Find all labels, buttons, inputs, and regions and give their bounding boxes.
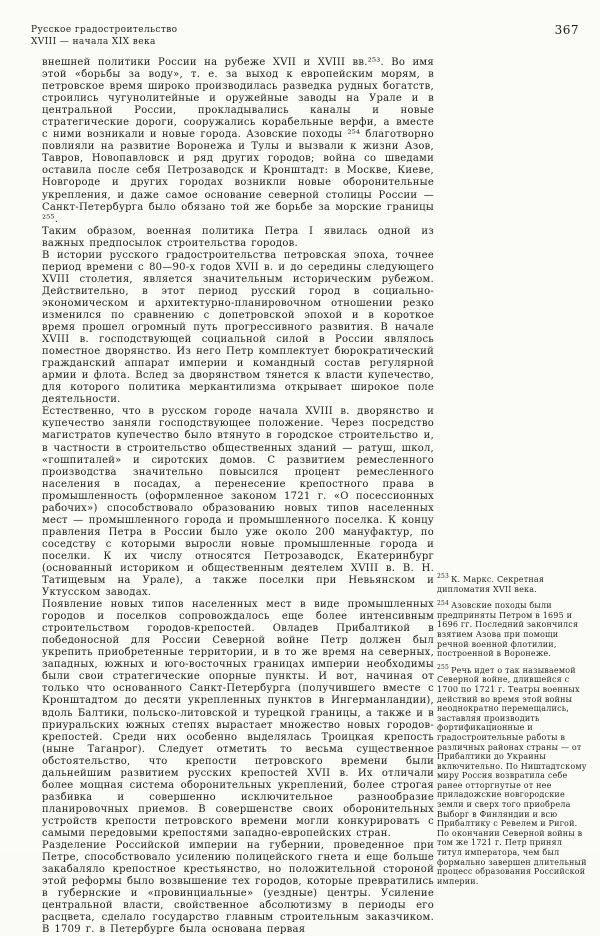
main-text-column: [42, 57, 434, 936]
body-paragraph: внешней политики России на рубеже XVII и XVIII вв.²⁵³. Во имя этой «борьбы за воду», т. е. за выход к европейским морям, в петровское время широко производилась разведка рудных богатств, строились чугунолитейные и оружейные заводы на Урале и в центральной России, прокладывались каналы и новые стратегические дороги, сооружались корабельные верфи, а вместе с ними возникали и новые города. Азовские походы ²⁵⁴ благотворно повлияли на развитие Воронежа и Тулы и вызвали к жизни Азов, Тавров, Новопавловск и ряд других городов; война со шведами оставила после себя Петрозаводск и Кронштадт: в Москве, Киеве, Новгороде и других городах возникли новые оборонительные укрепления, и даже самое основание северной столицы России — Санкт-Петербурга было обязано той же борьбе за морские границы ²⁵⁵.: [42, 57, 434, 225]
margin-notes-column: [437, 575, 589, 893]
page-number: 367: [554, 23, 579, 37]
body-paragraph: Естественно, что в русском городе начала XVIII в. дворянство и купечество заняли господствующее положение. Через посредство магистратов купечество было втянуто в городское строительство и, в частности в строительство общественных зданий — ратуш, школ, «гошпиталей» и сиротских домов. С развитием ремесленного производства значительно повысился процент ремесленного населения в посадах, а перенесение крепостного права в промышленность (оформленное законом 1721 г. «О посессионных рабочих») способствовало образованию новых типов населенных мест — промышленного города и промышленного поселка. К концу правления Петра в России было уже около 200 мануфактур, по соседству с которыми выросли новые промышленные города и поселки. К их числу относятся Петрозаводск, Екатеринбург (основанный историком и общественным деятелем XVIII в. В. Н. Татищевым на Урале), а также поселки при Невьянском и Уктусском заводах.: [42, 406, 434, 599]
body-paragraph: Таким образом, военная политика Петра I явилась одной из важных предпосылок строительства городов.: [42, 225, 434, 249]
footnote-marker: 255: [437, 664, 450, 672]
body-paragraph: Появление новых типов населенных мест в виде промышленных городов и поселков сопровождалось еще более интенсивным строительством городов-крепостей. Овладев Прибалтикой в победоносной для России Северной войне Петр должен был укрепить приобретенные территории, и в то же время на северных, западных, южных и юго-восточных границах империи необходимы были свои стратегические опорные пункты. И вот, начиная от только что основанного Санкт-Петербурга (получившего вместе с Кронштадтом до десяти укрепленных пунктов в Ингерманландии), вдоль Балтики, польско-литовской и турецкой границы, а также и в приуральских южных степях вырастает множество новых городов-крепостей. Среди них особенно выделялась Троицкая крепость (ныне Таганрог). Следует отметить то весьма существенное обстоятельство, что крепости петровского времени были дальнейшим развитием русских крепостей XVII в. Их отличали более мощная система оборонительных укреплений, более строгая разбивка и совершенно исключительное разнообразие планировочных приемов. В совершенстве своих оборонительных устройств крепости петровского времени могли конкурировать с самыми передовыми крепостями западно-европейских стран.: [42, 599, 434, 839]
footnote-253: [437, 575, 589, 594]
running-head: [31, 24, 178, 48]
footnote-254: [437, 601, 589, 659]
footnote-marker: 253: [437, 573, 450, 581]
footnote-255: [437, 666, 589, 887]
footnote-text: К. Маркс. Секретная дипломатия XVII века.: [437, 575, 545, 594]
body-paragraph: Разделение Российской империи на губернии, проведенное при Петре, способствовало усилению полицейского гнета и еще больше закабаляло крепостное крестьянство, но положительной стороной этой реформы было возвышение тех городов, которые превратились в губернские и «провинциальные» (уездные) центры. Усиление центральной власти, свойственное абсолютизму в периоды его расцвета, сделало государство главным строительным заказчиком. В 1709 г. в Петербурге была основана первая: [42, 840, 434, 936]
running-head-line2: XVIII — начала XIX века: [31, 37, 156, 47]
body-paragraph: В истории русского градостроительства петровская эпоха, точнее период времени с 80—90-х годов XVII в. и до середины следующего XVIII столетия, является значительным историческим рубежом. Действительно, в этот период русский город в социально-экономическом и архитектурно-планировочном отношении резко изменился по сравнению с допетровской эпохой и в короткое время прошел огромный путь прогрессивного развития. В начале XVIII в. господствующей социальной силой в России являлось поместное дворянство. Из него Петр комплектует бюрократический гражданский аппарат империи и командный состав регулярной армии и флота. Вслед за дворянством тянется к власти купечество, для которого политика меркантилизма открывает широкое поле деятельности.: [42, 249, 434, 406]
footnote-text: Азовские походы были предприняты Петром в 1695 и 1696 гг. Последний закончился взятием Азова при помощи речной военной флотилии, построенной в Воронеже.: [437, 601, 579, 659]
running-head-line1: Русское градостроительство: [31, 25, 178, 35]
footnote-marker: 254: [437, 599, 450, 607]
footnote-text: Речь идет о так называемой Северной войне, длившейся с 1700 по 1721 г. Театры военных действий во время этой войны неоднократно перемещались, заставляя производить фортификационные и градостроительные работы в различных районах страны — от Прибалтики до Украины включительно. По Ништадтскому миру Россия возвратила себе ранее отторгнутые от нее приладожские новгородские земли и сверх того приобрела Выборг в Финляндии и всю Прибалтику с Ревелем и Ригой. По окончании Северной войны в том же 1721 г. Петр принял титул императора, чем был формально завершен длительный процесс образования Российской империи.: [437, 665, 587, 886]
